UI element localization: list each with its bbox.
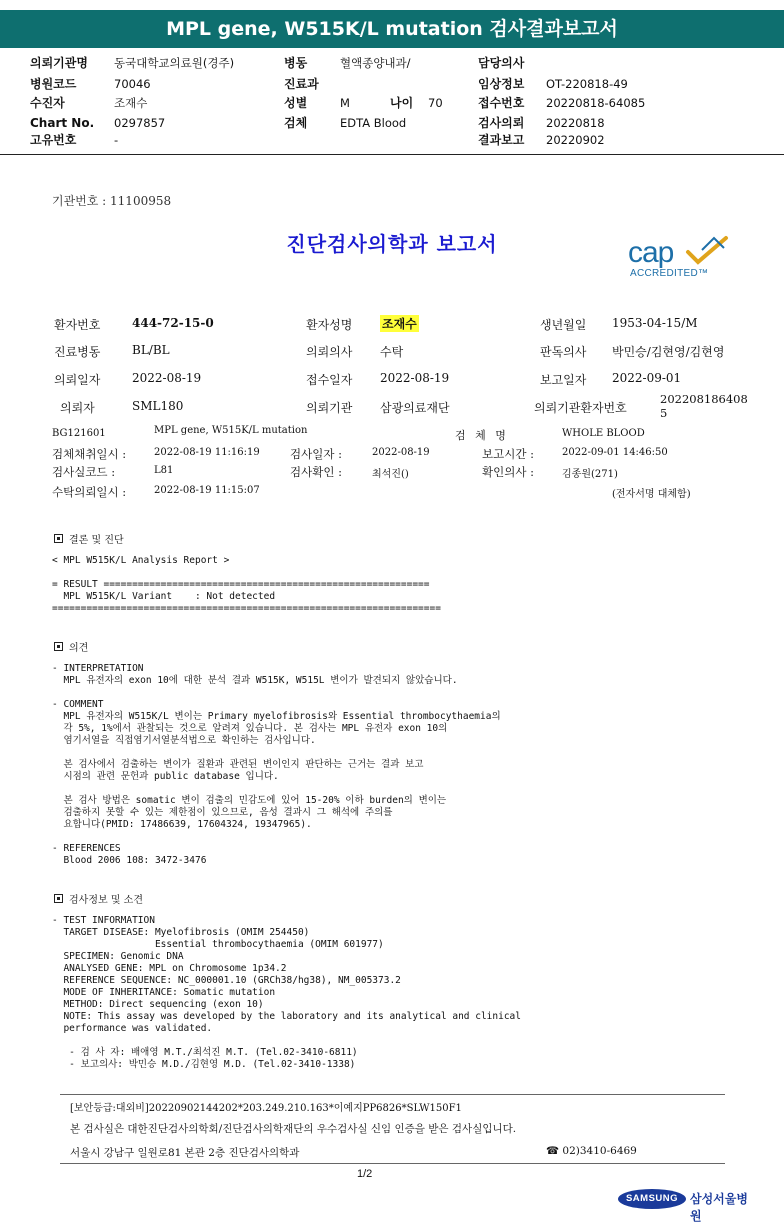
patient-value: 2022-08-19 (132, 371, 202, 385)
esign-note: (전자서명 대체함) (612, 489, 691, 500)
header-label: Chart No. (30, 116, 95, 130)
patient-value: 수탁 (380, 345, 404, 359)
section-title: 검사정보 및 소견 (69, 895, 143, 906)
cap-accredited-text: ACCREDITED™ (630, 268, 709, 279)
header-label: 결과보고 (478, 133, 525, 147)
patient-label: 판독의사 (540, 345, 587, 359)
header-label: 성별 (284, 96, 308, 110)
header-value: 70046 (114, 77, 151, 91)
section-heading (54, 891, 143, 906)
security-line: [보안등급:대외비]20220902144202*203.249.210.163*이예지PP6826*SLW150F1 (70, 1103, 462, 1114)
certification-note: 본 검사실은 대한진단검사의학회/진단검사의학재단의 우수검사실 신임 인증을 받은 검사실입니다. (70, 1123, 517, 1135)
cap-logo-word: cap (628, 236, 674, 269)
patient-value: SML180 (132, 399, 184, 413)
header-label: 임상정보 (478, 77, 525, 91)
header-label: 진료과 (284, 77, 319, 91)
patient-label: 의뢰기관환자번호 (534, 401, 627, 415)
header-divider (0, 154, 784, 155)
result-section (52, 555, 441, 615)
confirm-value: 최석진() (372, 469, 409, 480)
square-bullet-icon (54, 894, 63, 903)
opinion-section (52, 663, 501, 867)
request-label: 수탁의뢰일시 : (52, 485, 127, 499)
header-value: OT-220818-49 (546, 77, 628, 91)
header-label: 접수번호 (478, 96, 525, 110)
room-label: 검사실코드 : (52, 465, 116, 479)
samsung-logo-kr: 삼성서울병원 (690, 1192, 748, 1223)
header-label: 고유번호 (30, 133, 77, 147)
patient-label: 의뢰자 (60, 401, 95, 415)
header-label: 검사의뢰 (478, 116, 525, 130)
patient-label: 진료병동 (54, 345, 101, 359)
header-value: 조재수 (114, 96, 148, 110)
header-value: 0297857 (114, 116, 166, 130)
report-time-label: 보고시간 : (482, 447, 534, 461)
header-value: 동국대학교의료원(경주) (114, 56, 235, 70)
test-info-text: - TEST INFORMATION TARGET DISEASE: Myelofibrosis (OMIM 254450) Essential thrombocythaemia (OMIM 601977) SPECIMEN: Genomic DNA ANALYSED GENE: MPL on Chromosome 1p34.2 REFERENCE SEQUENCE: NC_000001.10 (GRCh38/hg38), NM_005373.2 MODE OF INHERITANCE: Somatic mutation METHOD: Direct sequencing (exon 10) NOTE: This assay was developed by the laboratory and its analytical and clinical performance was validated. - 검 사 자: 배애영 M.T./최석진 M.T. (Tel.02-3410-6811) - 보고의사: 박민승 M.D./김현영 M.D. (Tel.02-3410-1338) (52, 915, 521, 1070)
footer-divider (60, 1094, 725, 1095)
confirm-doc-value: 김종원(271) (562, 469, 618, 480)
confirm-label: 검사확인 : (290, 465, 342, 479)
header-value: - (114, 133, 119, 147)
patient-label: 보고일자 (540, 373, 587, 387)
square-bullet-icon (54, 534, 63, 543)
samsung-logo-en: SAMSUNG (618, 1189, 686, 1209)
section-heading (54, 531, 124, 546)
section-heading (54, 639, 88, 654)
test-code: BG121601 (52, 428, 106, 439)
header-value: 70 (428, 96, 443, 110)
header-label: 수진자 (30, 96, 65, 110)
header-label: 나이 (390, 96, 414, 110)
result-text: < MPL W515K/L Analysis Report > = RESULT ========================================================= MPL W515K/L Variant : Not detected ==================================================================== (52, 555, 441, 614)
patient-value: 2022-08-19 (380, 371, 450, 385)
patient-value: 2022-09-01 (612, 371, 682, 385)
header-label: 검체 (284, 116, 308, 130)
header-value: 20220818 (546, 116, 605, 130)
square-bullet-icon (54, 642, 63, 651)
patient-value: 202208186408 (660, 392, 748, 406)
specimen-value: WHOLE BLOOD (562, 428, 645, 439)
test-date-value: 2022-08-19 (372, 447, 430, 458)
header-value: 20220902 (546, 133, 605, 147)
institution-number: 기관번호 : 11100958 (52, 194, 172, 208)
document-title: 진단검사의학과 보고서 (286, 232, 498, 256)
header-value: 20220818-64085 (546, 96, 646, 110)
header-value: EDTA Blood (340, 116, 407, 130)
section-title: 결론 및 진단 (69, 535, 124, 546)
patient-label: 의뢰기관 (306, 401, 353, 415)
test-date-label: 검사일자 : (290, 447, 342, 461)
request-value: 2022-08-19 11:15:07 (154, 485, 260, 496)
report-title: MPL gene, W515K/L mutation 검사결과보고서 (0, 10, 784, 48)
specimen-label: 검 체 명 (455, 429, 509, 442)
header-label: 의뢰기관명 (30, 56, 88, 70)
patient-value: 삼광의료재단 (380, 401, 450, 415)
test-info-section (52, 915, 521, 1071)
patient-value: 5 (660, 406, 668, 420)
patient-label: 환자성명 (306, 318, 353, 332)
room-value: L81 (154, 465, 174, 476)
patient-label: 의뢰일자 (54, 373, 101, 387)
section-title: 의견 (69, 643, 89, 654)
patient-label: 환자번호 (54, 318, 101, 332)
patient-value: 1953-04-15/M (612, 316, 698, 330)
page-number: 1/2 (357, 1168, 373, 1180)
patient-label: 생년월일 (540, 318, 587, 332)
opinion-text: - INTERPRETATION MPL 유전자의 exon 10에 대한 분석 결과 W515K, W515L 변이가 발견되지 않았습니다. - COMMENT MPL 유전자의 W515K/L 변이는 Primary myelofibrosis와 Essential thrombocythaemia의 각 5%, 1%에서 관찰되는 것으로 알려져 있습니다. 본 검사는 MPL 유전자 exon 10의 염기서열을 직접염기서열분석법으로 확인하는 검사입니다. 본 검사에서 검출하는 변이가 질환과 관련된 변이인지 판단하는 근거는 결과 보고 시점의 관련 문헌과 public database 입니다. 본 검사 방법은 somatic 변이 검출의 민감도에 있어 15-20% 이하 burden의 변이는 검출하지 못할 수 있는 제한점이 있으므로, 음성 결과시 그 해석에 주의를 요합니다(PMID: 17486639, 17604324, 19347965). - REFERENCES Blood 2006 108: 3472-3476 (52, 663, 501, 866)
confirm-doc-label: 확인의사 : (482, 465, 534, 479)
patient-value: BL/BL (132, 343, 170, 357)
patient-name: 조재수 (382, 317, 417, 331)
header-value: 혈액종양내과/ (340, 56, 411, 70)
report-time-value: 2022-09-01 14:46:50 (562, 447, 668, 458)
cap-accredited-logo (624, 232, 734, 284)
header-label: 담당의사 (478, 56, 525, 70)
patient-value: 박민승/김현영/김현영 (612, 345, 725, 359)
patient-label: 접수일자 (306, 373, 353, 387)
samsung-hospital-logo (618, 1186, 758, 1223)
collect-label: 검체채취일시 : (52, 447, 127, 461)
patient-label: 의뢰의사 (306, 345, 353, 359)
patient-number: 444-72-15-0 (132, 316, 214, 330)
footer-divider (60, 1163, 725, 1164)
test-name: MPL gene, W515K/L mutation (154, 425, 308, 436)
collect-value: 2022-08-19 11:16:19 (154, 447, 260, 458)
header-value: M (340, 96, 350, 110)
checkmark-icon (684, 234, 730, 268)
header-label: 병원코드 (30, 77, 77, 91)
lab-phone: ☎ 02)3410-6469 (546, 1145, 637, 1157)
lab-address: 서울시 강남구 일원로81 본관 2층 진단검사의학과 (70, 1147, 300, 1159)
header-label: 병동 (284, 56, 308, 70)
